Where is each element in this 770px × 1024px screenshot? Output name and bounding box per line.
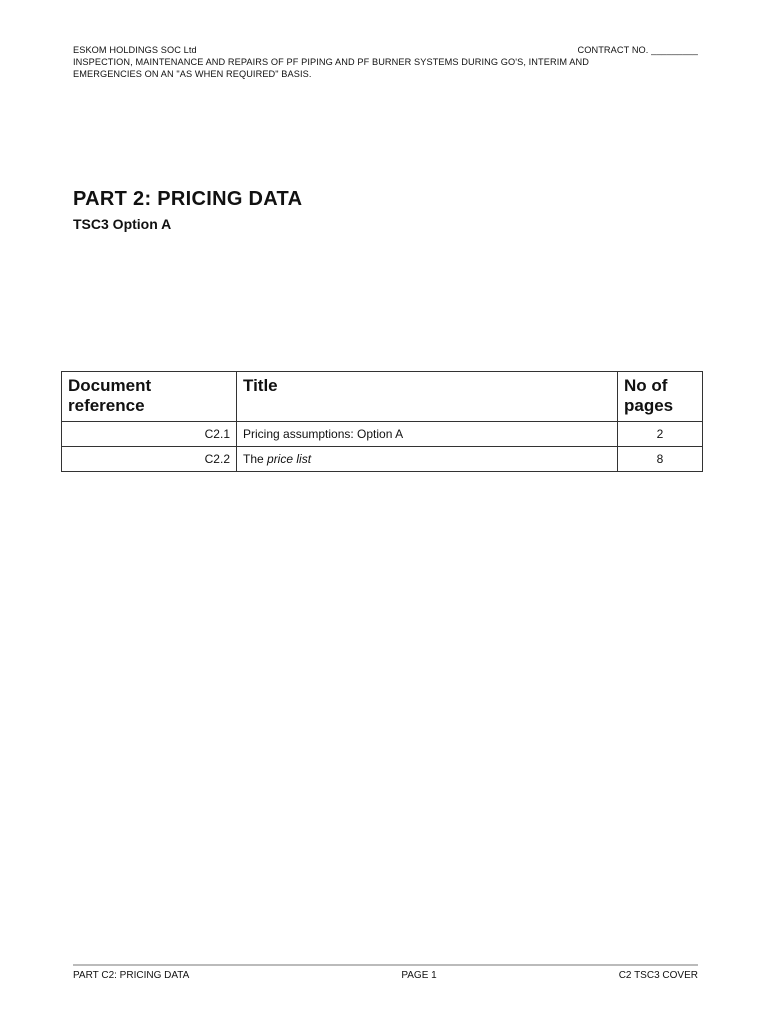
project-description-line-2: EMERGENCIES ON AN "AS WHEN REQUIRED" BASIS. [73,69,312,79]
table-row [62,422,703,447]
header-text: No of [624,376,668,395]
footer-document-code: C2 TSC3 COVER [618,970,698,981]
document-reference-cell: C2.2 [62,447,237,472]
contract-number: CONTRACT NO. _________ [577,45,698,55]
page-count-cell: 8 [618,447,703,472]
document-reference-cell: C2.1 [62,422,237,447]
header-text: Document [68,376,152,395]
footer-section: PART C2: PRICING DATA [73,970,190,981]
column-header-document-reference [62,372,237,422]
title-italic-term: price list [267,452,312,466]
page-subtitle: TSC3 Option A [73,216,172,232]
column-header-title: Title [237,372,618,422]
table-row [62,447,703,472]
contents-table [61,371,703,472]
column-header-no-of-pages [618,372,703,422]
page-header [73,44,698,80]
header-text: reference [68,396,145,415]
company-name: ESKOM HOLDINGS SOC Ltd [73,45,197,55]
title-prefix: The [243,452,268,466]
table-header-row [62,372,703,422]
footer-page-number: PAGE 1 [401,970,437,981]
header-text: pages [624,396,674,415]
document-title-cell [237,447,618,472]
page-count-cell: 2 [618,422,703,447]
page-footer [73,964,698,981]
project-description-line-1: INSPECTION, MAINTENANCE AND REPAIRS OF PF PIPING AND PF BURNER SYSTEMS DURING GO'S, INTERIM AND [73,57,589,67]
page-title: PART 2: PRICING DATA [73,188,303,210]
document-title-cell: Pricing assumptions: Option A [237,422,618,447]
